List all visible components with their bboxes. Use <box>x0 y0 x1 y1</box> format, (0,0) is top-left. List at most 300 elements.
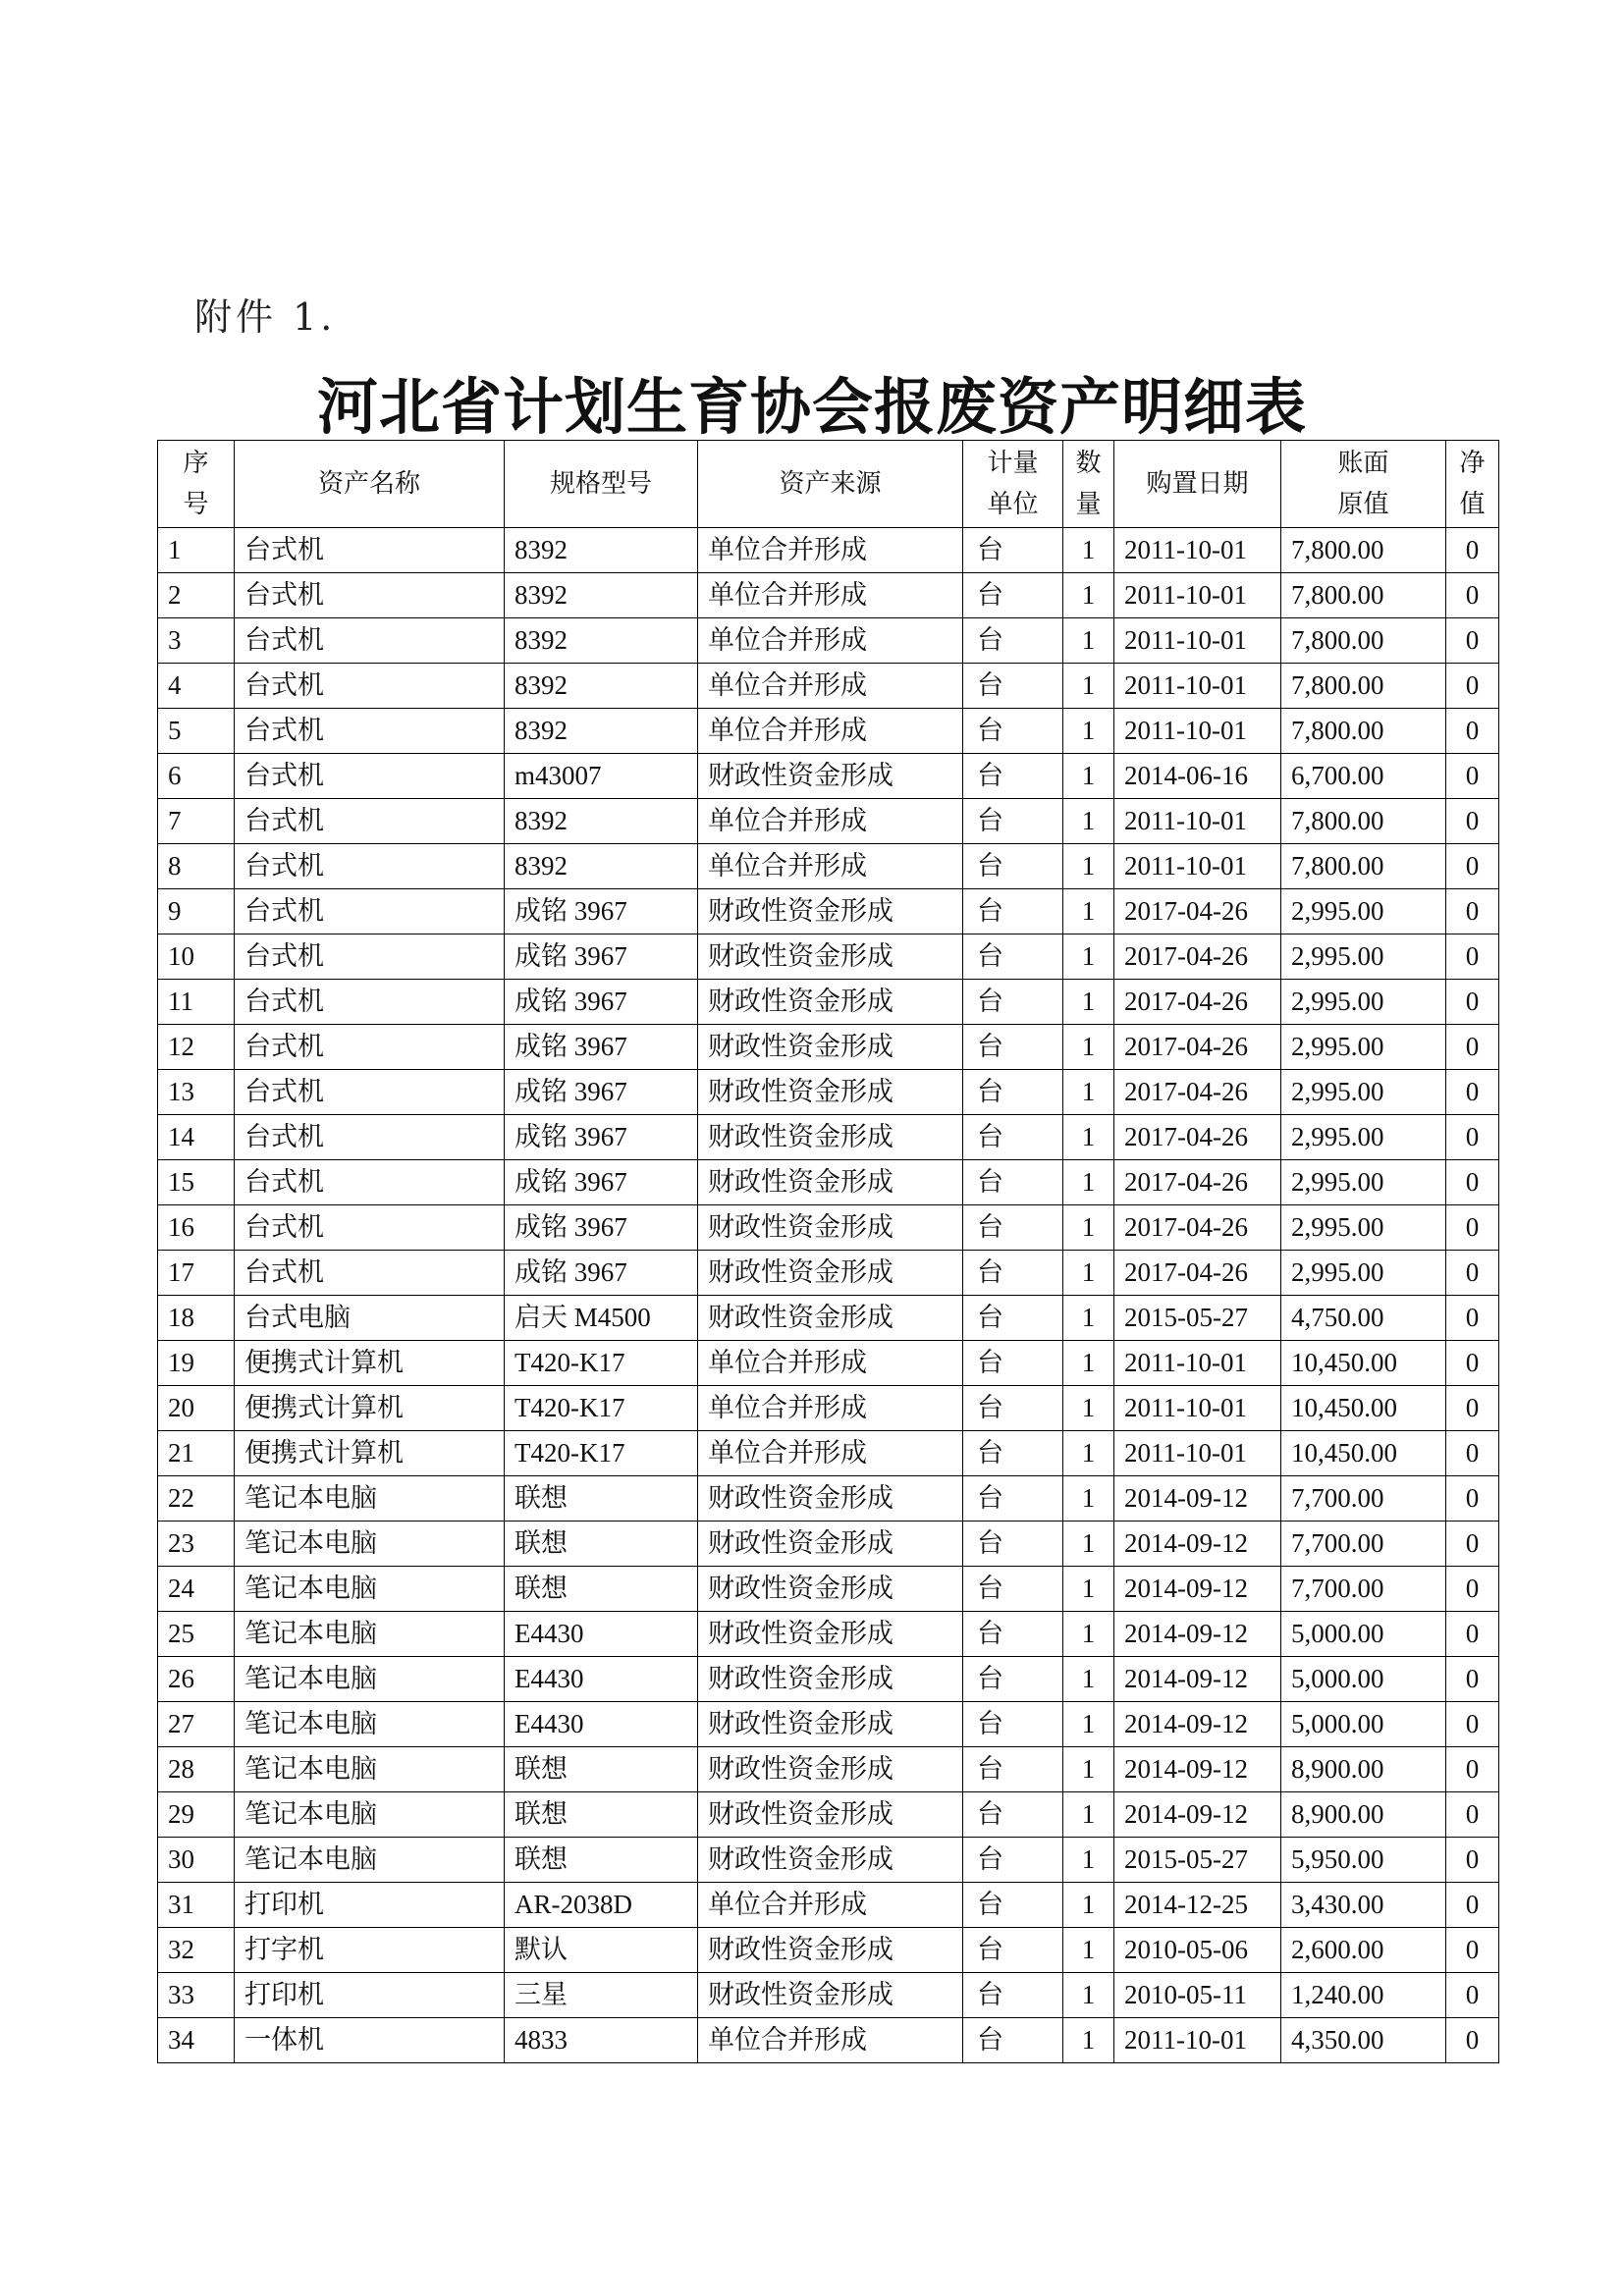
cell-model: AR-2038D <box>505 1883 698 1928</box>
cell-book-value: 5,950.00 <box>1281 1838 1446 1883</box>
cell-purchase-date: 2011-10-01 <box>1114 844 1281 889</box>
cell-model: 成铭 3967 <box>505 1070 698 1115</box>
cell-seq: 21 <box>158 1431 235 1476</box>
cell-purchase-date: 2014-09-12 <box>1114 1522 1281 1567</box>
cell-purchase-date: 2017-04-26 <box>1114 1025 1281 1070</box>
cell-asset-name: 台式机 <box>235 799 505 844</box>
header-seq-line2: 号 <box>183 490 209 519</box>
cell-unit: 台 <box>963 1205 1063 1251</box>
table-row <box>158 1341 1499 1386</box>
cell-net-value: 0 <box>1446 980 1499 1025</box>
header-row <box>158 441 1499 528</box>
table-row <box>158 1476 1499 1522</box>
cell-net-value: 0 <box>1446 1928 1499 1973</box>
cell-purchase-date: 2014-09-12 <box>1114 1792 1281 1838</box>
cell-model: E4430 <box>505 1702 698 1747</box>
cell-source: 财政性资金形成 <box>698 980 963 1025</box>
cell-seq: 15 <box>158 1160 235 1205</box>
cell-unit: 台 <box>963 1025 1063 1070</box>
cell-purchase-date: 2014-09-12 <box>1114 1567 1281 1612</box>
attachment-label: 附件 1. <box>194 295 337 339</box>
cell-model: 成铭 3967 <box>505 1160 698 1205</box>
cell-book-value: 7,800.00 <box>1281 844 1446 889</box>
cell-quantity: 1 <box>1063 980 1114 1025</box>
cell-model: 成铭 3967 <box>505 1205 698 1251</box>
cell-net-value: 0 <box>1446 1657 1499 1702</box>
cell-net-value: 0 <box>1446 618 1499 664</box>
cell-quantity: 1 <box>1063 1025 1114 1070</box>
cell-book-value: 5,000.00 <box>1281 1612 1446 1657</box>
cell-book-value: 2,995.00 <box>1281 1115 1446 1160</box>
cell-source: 单位合并形成 <box>698 1431 963 1476</box>
cell-unit: 台 <box>963 1973 1063 2018</box>
cell-quantity: 1 <box>1063 1567 1114 1612</box>
cell-purchase-date: 2011-10-01 <box>1114 573 1281 618</box>
header-source: 资产来源 <box>698 441 963 528</box>
cell-book-value: 5,000.00 <box>1281 1702 1446 1747</box>
cell-book-value: 7,800.00 <box>1281 799 1446 844</box>
table-row <box>158 799 1499 844</box>
cell-quantity: 1 <box>1063 1251 1114 1296</box>
cell-quantity: 1 <box>1063 1476 1114 1522</box>
table-row <box>158 1522 1499 1567</box>
header-value-line2: 原值 <box>1337 490 1389 519</box>
cell-source: 财政性资金形成 <box>698 1612 963 1657</box>
cell-book-value: 2,995.00 <box>1281 1205 1446 1251</box>
cell-asset-name: 笔记本电脑 <box>235 1792 505 1838</box>
cell-book-value: 8,900.00 <box>1281 1792 1446 1838</box>
cell-unit: 台 <box>963 1476 1063 1522</box>
cell-purchase-date: 2014-09-12 <box>1114 1657 1281 1702</box>
cell-quantity: 1 <box>1063 528 1114 573</box>
cell-book-value: 7,800.00 <box>1281 618 1446 664</box>
header-qty <box>1063 441 1114 528</box>
cell-book-value: 5,000.00 <box>1281 1657 1446 1702</box>
cell-unit: 台 <box>963 573 1063 618</box>
header-name: 资产名称 <box>235 441 505 528</box>
cell-quantity: 1 <box>1063 1160 1114 1205</box>
header-value <box>1281 441 1446 528</box>
cell-source: 财政性资金形成 <box>698 889 963 934</box>
table-row <box>158 1792 1499 1838</box>
header-unit-line2: 单位 <box>987 490 1039 519</box>
cell-quantity: 1 <box>1063 1522 1114 1567</box>
cell-asset-name: 便携式计算机 <box>235 1341 505 1386</box>
cell-unit: 台 <box>963 1341 1063 1386</box>
cell-source: 单位合并形成 <box>698 664 963 709</box>
cell-model: 三星 <box>505 1973 698 2018</box>
cell-net-value: 0 <box>1446 1115 1499 1160</box>
cell-asset-name: 台式机 <box>235 1070 505 1115</box>
cell-quantity: 1 <box>1063 1341 1114 1386</box>
cell-model: 联想 <box>505 1522 698 1567</box>
cell-source: 财政性资金形成 <box>698 1160 963 1205</box>
table-row <box>158 934 1499 980</box>
header-seq-line1: 序 <box>183 449 209 478</box>
cell-seq: 7 <box>158 799 235 844</box>
cell-book-value: 2,995.00 <box>1281 889 1446 934</box>
table-row <box>158 1567 1499 1612</box>
cell-asset-name: 台式机 <box>235 889 505 934</box>
cell-asset-name: 便携式计算机 <box>235 1431 505 1476</box>
cell-net-value: 0 <box>1446 1838 1499 1883</box>
cell-quantity: 1 <box>1063 1612 1114 1657</box>
cell-quantity: 1 <box>1063 2018 1114 2063</box>
cell-purchase-date: 2014-12-25 <box>1114 1883 1281 1928</box>
cell-model: 4833 <box>505 2018 698 2063</box>
cell-unit: 台 <box>963 1431 1063 1476</box>
table-row <box>158 844 1499 889</box>
table-row <box>158 618 1499 664</box>
cell-book-value: 2,995.00 <box>1281 980 1446 1025</box>
header-qty-line1: 数 <box>1075 449 1102 478</box>
table-body <box>158 528 1499 2063</box>
cell-model: 8392 <box>505 709 698 754</box>
cell-model: 启天 M4500 <box>505 1296 698 1341</box>
cell-book-value: 1,240.00 <box>1281 1973 1446 2018</box>
cell-source: 财政性资金形成 <box>698 1973 963 2018</box>
cell-unit: 台 <box>963 2018 1063 2063</box>
cell-model: 成铭 3967 <box>505 1115 698 1160</box>
cell-seq: 31 <box>158 1883 235 1928</box>
cell-unit: 台 <box>963 1115 1063 1160</box>
cell-model: T420-K17 <box>505 1386 698 1431</box>
cell-unit: 台 <box>963 844 1063 889</box>
cell-model: 成铭 3967 <box>505 980 698 1025</box>
cell-asset-name: 台式机 <box>235 528 505 573</box>
cell-purchase-date: 2010-05-11 <box>1114 1973 1281 2018</box>
table-row <box>158 980 1499 1025</box>
cell-purchase-date: 2011-10-01 <box>1114 1341 1281 1386</box>
cell-book-value: 4,350.00 <box>1281 2018 1446 2063</box>
cell-unit: 台 <box>963 1657 1063 1702</box>
cell-source: 财政性资金形成 <box>698 1792 963 1838</box>
cell-quantity: 1 <box>1063 1205 1114 1251</box>
cell-seq: 30 <box>158 1838 235 1883</box>
cell-quantity: 1 <box>1063 1883 1114 1928</box>
cell-unit: 台 <box>963 528 1063 573</box>
cell-seq: 6 <box>158 754 235 799</box>
cell-book-value: 7,800.00 <box>1281 709 1446 754</box>
cell-seq: 19 <box>158 1341 235 1386</box>
cell-seq: 18 <box>158 1296 235 1341</box>
cell-asset-name: 台式机 <box>235 709 505 754</box>
cell-book-value: 7,800.00 <box>1281 528 1446 573</box>
cell-source: 财政性资金形成 <box>698 1115 963 1160</box>
cell-model: 8392 <box>505 528 698 573</box>
cell-seq: 5 <box>158 709 235 754</box>
cell-source: 财政性资金形成 <box>698 1838 963 1883</box>
cell-seq: 13 <box>158 1070 235 1115</box>
cell-asset-name: 台式机 <box>235 934 505 980</box>
cell-net-value: 0 <box>1446 844 1499 889</box>
asset-table <box>157 440 1499 2063</box>
cell-seq: 10 <box>158 934 235 980</box>
cell-purchase-date: 2011-10-01 <box>1114 799 1281 844</box>
cell-source: 单位合并形成 <box>698 1386 963 1431</box>
cell-asset-name: 台式机 <box>235 1115 505 1160</box>
table-row <box>158 1070 1499 1115</box>
cell-quantity: 1 <box>1063 844 1114 889</box>
cell-quantity: 1 <box>1063 1657 1114 1702</box>
cell-net-value: 0 <box>1446 1522 1499 1567</box>
cell-quantity: 1 <box>1063 799 1114 844</box>
cell-unit: 台 <box>963 1702 1063 1747</box>
cell-unit: 台 <box>963 1792 1063 1838</box>
cell-source: 单位合并形成 <box>698 799 963 844</box>
cell-source: 单位合并形成 <box>698 618 963 664</box>
cell-purchase-date: 2017-04-26 <box>1114 1070 1281 1115</box>
cell-seq: 27 <box>158 1702 235 1747</box>
cell-quantity: 1 <box>1063 1792 1114 1838</box>
cell-model: 联想 <box>505 1567 698 1612</box>
cell-book-value: 10,450.00 <box>1281 1431 1446 1476</box>
table-row <box>158 1702 1499 1747</box>
table-row <box>158 1928 1499 1973</box>
cell-book-value: 7,700.00 <box>1281 1476 1446 1522</box>
cell-unit: 台 <box>963 980 1063 1025</box>
table-row <box>158 1205 1499 1251</box>
cell-book-value: 7,800.00 <box>1281 664 1446 709</box>
cell-net-value: 0 <box>1446 1792 1499 1838</box>
cell-unit: 台 <box>963 1160 1063 1205</box>
cell-quantity: 1 <box>1063 754 1114 799</box>
cell-asset-name: 笔记本电脑 <box>235 1612 505 1657</box>
cell-book-value: 7,700.00 <box>1281 1522 1446 1567</box>
cell-asset-name: 台式机 <box>235 844 505 889</box>
cell-net-value: 0 <box>1446 1205 1499 1251</box>
cell-purchase-date: 2014-09-12 <box>1114 1747 1281 1792</box>
cell-source: 财政性资金形成 <box>698 1657 963 1702</box>
table-row <box>158 664 1499 709</box>
cell-purchase-date: 2017-04-26 <box>1114 934 1281 980</box>
cell-asset-name: 笔记本电脑 <box>235 1657 505 1702</box>
cell-seq: 22 <box>158 1476 235 1522</box>
header-unit <box>963 441 1063 528</box>
cell-net-value: 0 <box>1446 1747 1499 1792</box>
cell-asset-name: 笔记本电脑 <box>235 1838 505 1883</box>
cell-book-value: 10,450.00 <box>1281 1386 1446 1431</box>
cell-net-value: 0 <box>1446 664 1499 709</box>
cell-net-value: 0 <box>1446 1341 1499 1386</box>
cell-quantity: 1 <box>1063 934 1114 980</box>
cell-unit: 台 <box>963 1251 1063 1296</box>
cell-asset-name: 台式机 <box>235 1025 505 1070</box>
cell-unit: 台 <box>963 1612 1063 1657</box>
table-row <box>158 754 1499 799</box>
cell-purchase-date: 2017-04-26 <box>1114 1205 1281 1251</box>
cell-source: 单位合并形成 <box>698 1883 963 1928</box>
cell-quantity: 1 <box>1063 709 1114 754</box>
cell-asset-name: 一体机 <box>235 2018 505 2063</box>
cell-source: 单位合并形成 <box>698 573 963 618</box>
cell-seq: 2 <box>158 573 235 618</box>
cell-quantity: 1 <box>1063 1115 1114 1160</box>
cell-net-value: 0 <box>1446 1160 1499 1205</box>
cell-quantity: 1 <box>1063 1431 1114 1476</box>
cell-asset-name: 台式机 <box>235 573 505 618</box>
table-row <box>158 709 1499 754</box>
cell-purchase-date: 2017-04-26 <box>1114 980 1281 1025</box>
cell-seq: 25 <box>158 1612 235 1657</box>
cell-quantity: 1 <box>1063 1296 1114 1341</box>
cell-net-value: 0 <box>1446 1476 1499 1522</box>
cell-net-value: 0 <box>1446 1251 1499 1296</box>
cell-seq: 34 <box>158 2018 235 2063</box>
cell-purchase-date: 2017-04-26 <box>1114 1160 1281 1205</box>
cell-asset-name: 台式机 <box>235 1251 505 1296</box>
table-row <box>158 1747 1499 1792</box>
cell-book-value: 2,995.00 <box>1281 1025 1446 1070</box>
cell-book-value: 8,900.00 <box>1281 1747 1446 1792</box>
cell-quantity: 1 <box>1063 889 1114 934</box>
cell-unit: 台 <box>963 1838 1063 1883</box>
table-row <box>158 2018 1499 2063</box>
cell-book-value: 7,700.00 <box>1281 1567 1446 1612</box>
cell-unit: 台 <box>963 799 1063 844</box>
cell-model: 8392 <box>505 618 698 664</box>
table-row <box>158 1657 1499 1702</box>
cell-source: 财政性资金形成 <box>698 754 963 799</box>
cell-seq: 1 <box>158 528 235 573</box>
cell-book-value: 7,800.00 <box>1281 573 1446 618</box>
cell-asset-name: 笔记本电脑 <box>235 1567 505 1612</box>
cell-source: 单位合并形成 <box>698 528 963 573</box>
cell-source: 财政性资金形成 <box>698 1928 963 1973</box>
cell-model: 联想 <box>505 1476 698 1522</box>
cell-model: E4430 <box>505 1612 698 1657</box>
header-model: 规格型号 <box>505 441 698 528</box>
cell-unit: 台 <box>963 934 1063 980</box>
cell-asset-name: 打印机 <box>235 1973 505 2018</box>
header-net-line2: 值 <box>1459 490 1486 519</box>
cell-quantity: 1 <box>1063 1702 1114 1747</box>
cell-purchase-date: 2017-04-26 <box>1114 1115 1281 1160</box>
cell-model: 联想 <box>505 1792 698 1838</box>
cell-unit: 台 <box>963 1522 1063 1567</box>
cell-unit: 台 <box>963 754 1063 799</box>
table-row <box>158 1612 1499 1657</box>
cell-source: 财政性资金形成 <box>698 1296 963 1341</box>
cell-source: 财政性资金形成 <box>698 1747 963 1792</box>
cell-unit: 台 <box>963 1386 1063 1431</box>
cell-unit: 台 <box>963 664 1063 709</box>
cell-quantity: 1 <box>1063 1070 1114 1115</box>
cell-book-value: 6,700.00 <box>1281 754 1446 799</box>
cell-quantity: 1 <box>1063 664 1114 709</box>
cell-source: 财政性资金形成 <box>698 1567 963 1612</box>
cell-quantity: 1 <box>1063 618 1114 664</box>
table-row <box>158 1251 1499 1296</box>
cell-net-value: 0 <box>1446 1567 1499 1612</box>
cell-seq: 11 <box>158 980 235 1025</box>
cell-quantity: 1 <box>1063 573 1114 618</box>
table-row <box>158 573 1499 618</box>
header-value-line1: 账面 <box>1337 449 1389 478</box>
table-row <box>158 528 1499 573</box>
cell-net-value: 0 <box>1446 889 1499 934</box>
cell-model: 成铭 3967 <box>505 889 698 934</box>
cell-net-value: 0 <box>1446 1973 1499 2018</box>
table-row <box>158 1025 1499 1070</box>
cell-quantity: 1 <box>1063 1747 1114 1792</box>
cell-quantity: 1 <box>1063 1928 1114 1973</box>
cell-source: 财政性资金形成 <box>698 934 963 980</box>
cell-asset-name: 台式机 <box>235 980 505 1025</box>
cell-purchase-date: 2011-10-01 <box>1114 664 1281 709</box>
table-row <box>158 1838 1499 1883</box>
cell-seq: 23 <box>158 1522 235 1567</box>
cell-seq: 28 <box>158 1747 235 1792</box>
cell-purchase-date: 2011-10-01 <box>1114 2018 1281 2063</box>
cell-asset-name: 台式机 <box>235 1160 505 1205</box>
cell-net-value: 0 <box>1446 799 1499 844</box>
cell-source: 财政性资金形成 <box>698 1476 963 1522</box>
cell-seq: 17 <box>158 1251 235 1296</box>
cell-seq: 9 <box>158 889 235 934</box>
cell-quantity: 1 <box>1063 1973 1114 2018</box>
cell-net-value: 0 <box>1446 754 1499 799</box>
cell-asset-name: 打字机 <box>235 1928 505 1973</box>
cell-unit: 台 <box>963 1567 1063 1612</box>
cell-net-value: 0 <box>1446 1386 1499 1431</box>
table-row <box>158 1296 1499 1341</box>
table-row <box>158 1431 1499 1476</box>
cell-purchase-date: 2011-10-01 <box>1114 618 1281 664</box>
cell-purchase-date: 2015-05-27 <box>1114 1838 1281 1883</box>
table-row <box>158 1973 1499 2018</box>
cell-seq: 33 <box>158 1973 235 2018</box>
header-qty-line2: 量 <box>1075 490 1102 519</box>
cell-seq: 20 <box>158 1386 235 1431</box>
cell-asset-name: 便携式计算机 <box>235 1386 505 1431</box>
table-row <box>158 1160 1499 1205</box>
cell-book-value: 4,750.00 <box>1281 1296 1446 1341</box>
cell-book-value: 2,995.00 <box>1281 1070 1446 1115</box>
cell-model: m43007 <box>505 754 698 799</box>
cell-net-value: 0 <box>1446 573 1499 618</box>
cell-book-value: 2,995.00 <box>1281 1160 1446 1205</box>
cell-source: 财政性资金形成 <box>698 1702 963 1747</box>
cell-model: 8392 <box>505 844 698 889</box>
cell-unit: 台 <box>963 618 1063 664</box>
cell-source: 财政性资金形成 <box>698 1251 963 1296</box>
cell-source: 财政性资金形成 <box>698 1070 963 1115</box>
cell-model: 成铭 3967 <box>505 1251 698 1296</box>
header-date: 购置日期 <box>1114 441 1281 528</box>
cell-purchase-date: 2010-05-06 <box>1114 1928 1281 1973</box>
cell-quantity: 1 <box>1063 1386 1114 1431</box>
cell-purchase-date: 2017-04-26 <box>1114 889 1281 934</box>
cell-asset-name: 笔记本电脑 <box>235 1702 505 1747</box>
cell-purchase-date: 2015-05-27 <box>1114 1296 1281 1341</box>
header-net-line1: 净 <box>1459 449 1486 478</box>
cell-quantity: 1 <box>1063 1838 1114 1883</box>
cell-source: 单位合并形成 <box>698 709 963 754</box>
cell-seq: 24 <box>158 1567 235 1612</box>
header-seq <box>158 441 235 528</box>
cell-book-value: 3,430.00 <box>1281 1883 1446 1928</box>
table-row <box>158 1883 1499 1928</box>
cell-model: 成铭 3967 <box>505 1025 698 1070</box>
cell-purchase-date: 2014-09-12 <box>1114 1612 1281 1657</box>
cell-model: T420-K17 <box>505 1431 698 1476</box>
cell-asset-name: 笔记本电脑 <box>235 1522 505 1567</box>
cell-asset-name: 台式机 <box>235 664 505 709</box>
cell-source: 单位合并形成 <box>698 1341 963 1386</box>
cell-net-value: 0 <box>1446 1070 1499 1115</box>
table-row <box>158 1115 1499 1160</box>
